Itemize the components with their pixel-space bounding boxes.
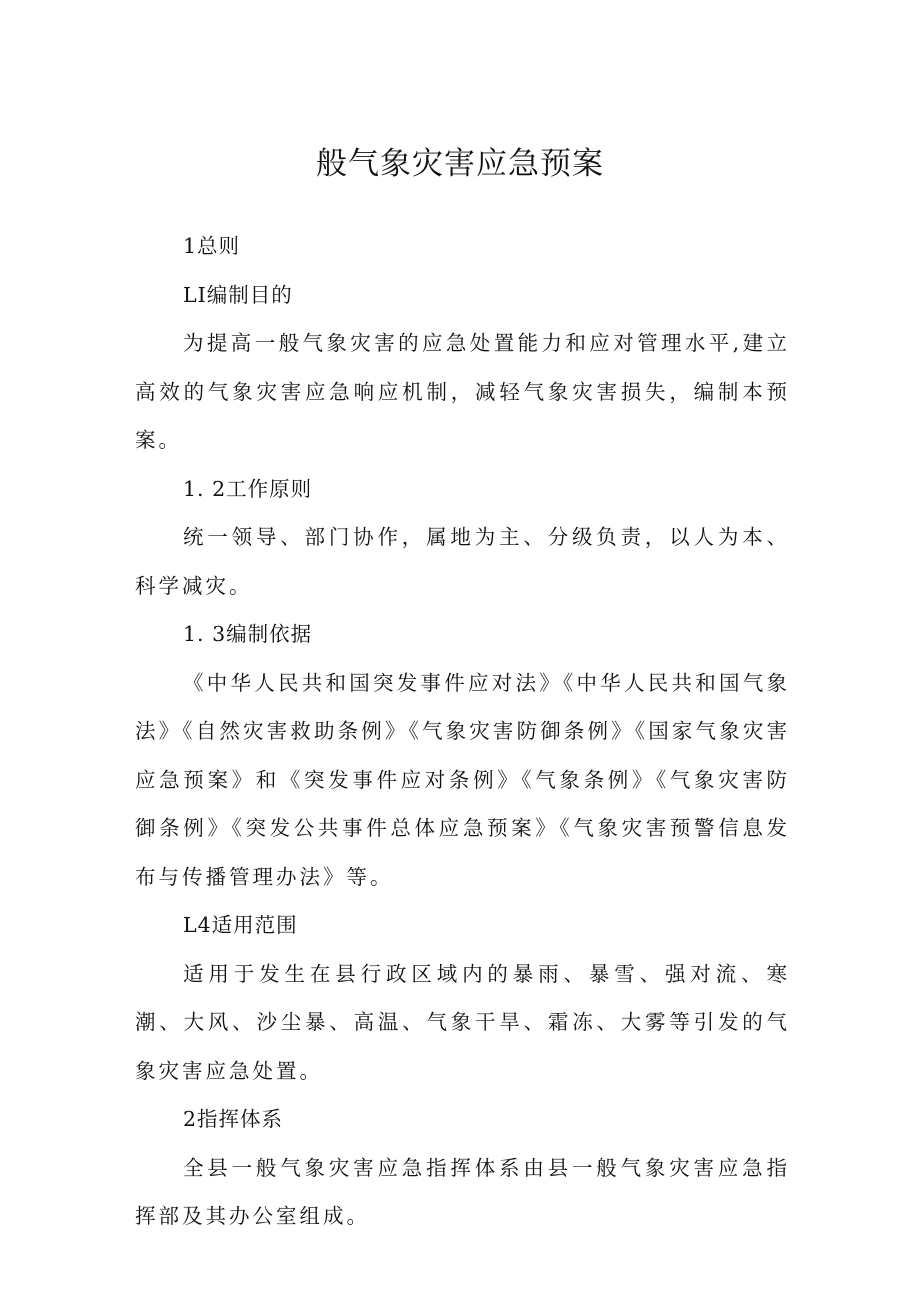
section-heading-scope: L4适用范围 — [183, 913, 298, 937]
document-body — [135, 222, 790, 1241]
section-heading-principles: 1. 2工作原则 — [183, 476, 313, 501]
document-title: 般气象灾害应急预案 — [316, 146, 604, 182]
paragraph-basis: 《中华人民共和国突发事件应对法》《中华人民共和国气象法》《自然灾害救助条例》《气象灾害防御条例》《国家气象灾害应急预案》和《突发事件应对条例》《气象条例》《气象灾害防御条例》《突发公共事件总体应急预案》《气象灾害预警信息发布与传播管理办法》等。 — [135, 670, 790, 889]
section-heading-basis: 1. 3编制依据 — [183, 622, 313, 646]
paragraph-scope: 适用于发生在县行政区域内的暴雨、暴雪、强对流、寒潮、大风、沙尘暴、高温、气象干旱、霜冻、大雾等引发的气象灾害应急处置。 — [135, 961, 790, 1083]
paragraph-command-system: 全县一般气象灾害应急指挥体系由县一般气象灾害应急指挥部及其办公室组成。 — [135, 1155, 790, 1228]
paragraph-purpose: 为提高一般气象灾害的应急处置能力和应对管理水平,建立高效的气象灾害应急响应机制，减轻气象灾害损失，编制本预案。 — [135, 331, 790, 452]
section-heading-purpose: LI编制目的 — [183, 282, 293, 307]
paragraph-principles: 统一领导、部门协作，属地为主、分级负责，以人为本、科学减灾。 — [135, 525, 790, 598]
section-heading-general: 1总则 — [183, 234, 241, 258]
section-heading-command-system: 2指挥体系 — [183, 1107, 284, 1131]
